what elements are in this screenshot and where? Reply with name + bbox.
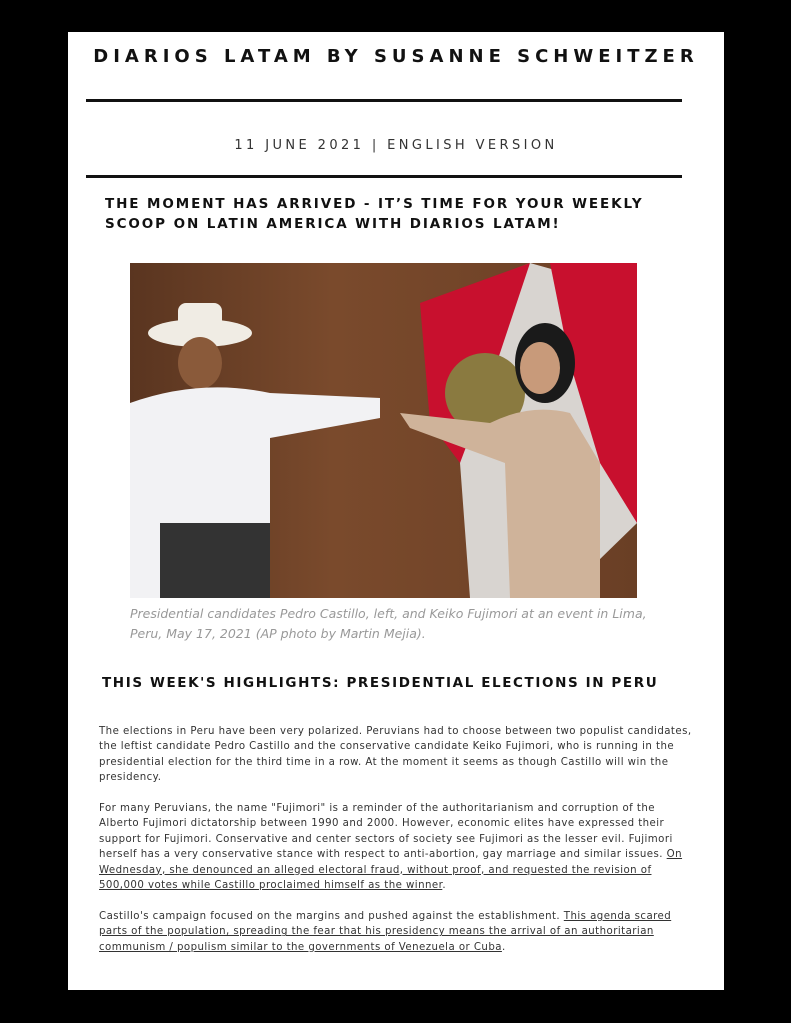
fraud-claim-link[interactable]: On Wednesday, she denounced an alleged electoral fraud, without proof, and requested the revision of 500,000 votes while Castillo proclaimed himself as the winner [99, 849, 683, 892]
divider [86, 175, 682, 178]
paragraph-2 [99, 801, 694, 893]
paragraph-text: . [501, 941, 506, 953]
paragraph-text: For many Peruvians, the name "Fujimori" is a reminder of the authoritarianism and corruption of the Alberto Fujimori dictatorship between 1990 and 2000. However, economic elites have expressed their support for Fujimori. Conservative and center sectors of society see Fujimori as the lesser evil. Fujimori herself has a very conservative stance with respect to anti-abortion, gay marriage and similar issues. [99, 803, 673, 861]
newsletter-title: DIARIOS LATAM BY SUSANNE SCHWEITZER [93, 46, 699, 67]
date-line: 11 JUNE 2021 | ENGLISH VERSION [234, 138, 558, 153]
paragraph-text: The elections in Peru have been very polarized. Peruvians had to choose between two populist candidates, the leftist candidate Pedro Castillo and the conservative candidate Keiko Fujimori, who is running in the presidential election for the third time in a row. At the moment it seems as though Castillo will win the presidency. [99, 726, 692, 784]
section-title: THIS WEEK'S HIGHLIGHTS: PRESIDENTIAL ELECTIONS IN PERU [102, 675, 659, 691]
paragraph-1 [99, 724, 694, 786]
paragraph-3 [99, 909, 694, 955]
newsletter-page [68, 32, 724, 990]
photo-illustration [130, 263, 637, 598]
paragraph-text: Castillo's campaign focused on the margins and pushed against the establishment. [99, 911, 564, 922]
intro-headline: THE MOMENT HAS ARRIVED - IT’S TIME FOR YOUR WEEKLY SCOOP ON LATIN AMERICA WITH DIARIOS LATAM! [105, 196, 644, 232]
agenda-link[interactable]: This agenda scared parts of the population, spreading the fear that his presidency means the arrival of an authoritarian communism / populism similar to the governments of Venezuela or Cuba [99, 911, 672, 953]
divider [86, 99, 682, 102]
candidates-photo [130, 263, 637, 598]
paragraph-text: . [442, 880, 447, 892]
photo-caption: Presidential candidates Pedro Castillo, left, and Keiko Fujimori at an event in Lima, Peru, May 17, 2021 (AP photo by Martin Mejia). [130, 606, 647, 641]
